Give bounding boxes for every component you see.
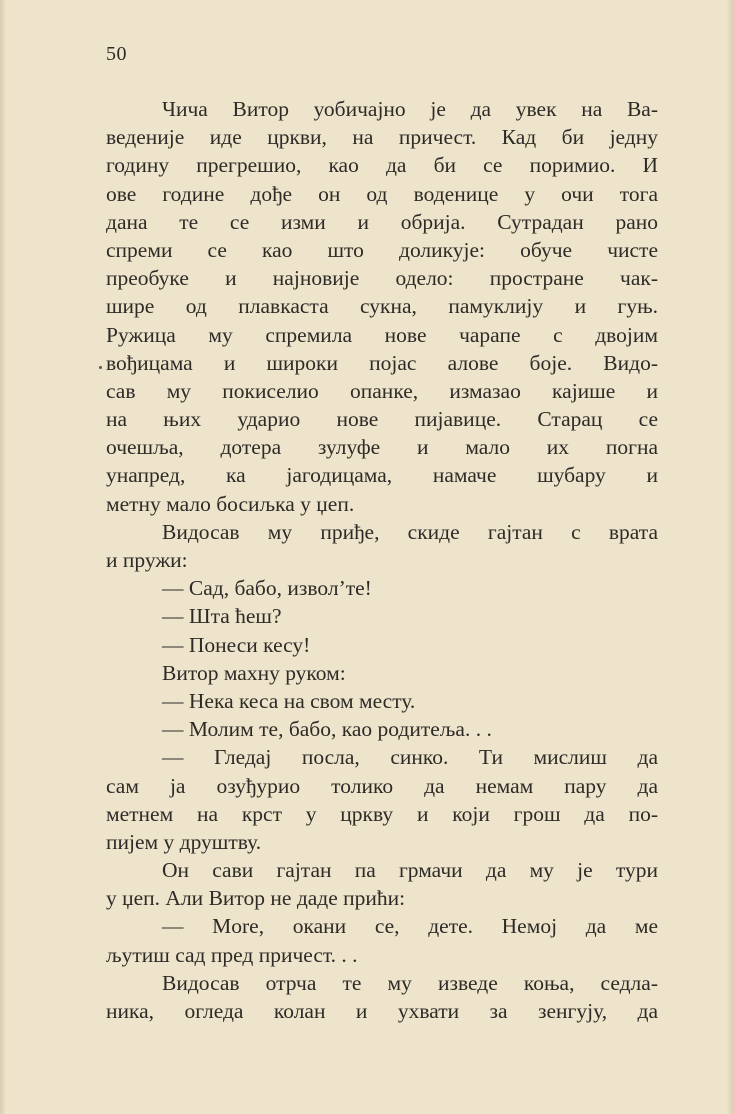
text-line: очешља, дотера зулуфе и мало их погна [106, 435, 658, 460]
text-line: Ружица му спремила нове чарапе с двојим [106, 322, 658, 347]
text-line: пијем у друштву. [106, 829, 262, 854]
text-line: Видосав отрча те му изведе коња, седла- [162, 970, 658, 995]
text-line: Витор махну руком: [162, 660, 346, 685]
text-line: ника, огледа колан и ухвати за зенгују, да [106, 999, 658, 1023]
text-line: метну мало босиљка у џеп. [106, 491, 355, 516]
text-line: спреми се као што доликује: обуче чисте [106, 237, 658, 262]
text-line: — Молим те, бабо, као родитеља. . . [162, 717, 492, 742]
text-line: — Шта ћеш? [162, 604, 282, 629]
text-line: годину прегрешио, као да би се поримио. И [106, 153, 658, 178]
text-line: — Нека кеса на свом месту. [162, 688, 416, 713]
text-line: — Гледај посла, синко. Ти мислиш да [162, 745, 658, 770]
text-line: преобуке и најновије одело: простране чак- [106, 266, 658, 291]
text-line: дана те се изми и обрија. Сутрадан рано [106, 209, 658, 234]
text-line: сам ја озуђурио толико да немам пару да [106, 773, 658, 798]
text-line: веденије иде цркви, на причест. Кад би једну [106, 125, 658, 150]
page-edge-left [0, 0, 6, 1114]
text-line: љутиш сад пред причест. . . [106, 942, 358, 967]
text-line: Чича Витор уобичајно је да увек на Ва- [162, 97, 658, 121]
text-line: ове године дође он од воденице у очи тога [106, 181, 658, 206]
text-line: вођицама и широки појас алове боје. Видо- [106, 350, 658, 375]
page-number: 50 [106, 43, 127, 65]
text-line: Он сави гајтан па грмачи да му је тури [162, 858, 658, 883]
text-line: шире од плавкаста сукна, памуклију и гуњ. [106, 294, 658, 319]
text-line: на њих ударио нове пијавице. Старац се [106, 407, 658, 432]
page-edge-right [726, 0, 734, 1114]
body-text [106, 95, 658, 1025]
text-line: Видосав му приђе, скиде гајтан с врата [162, 519, 658, 544]
text-line: метнем на крст у цркву и који грош да по- [106, 801, 658, 826]
print-speck [99, 366, 102, 369]
text-line: и пружи: [106, 548, 188, 572]
text-line: сав му покиселио опанке, измазао кајише и [106, 378, 658, 403]
text-line: унапред, ка јагодицама, намаче шубару и [106, 463, 658, 488]
text-line: — Понеси кесу! [162, 632, 311, 657]
text-line: у џеп. Али Витор не даде прићи: [106, 886, 406, 911]
text-line: — More, окани се, дете. Немој да ме [162, 914, 658, 939]
text-line: — Сад, бабо, изволʼте! [162, 576, 372, 601]
